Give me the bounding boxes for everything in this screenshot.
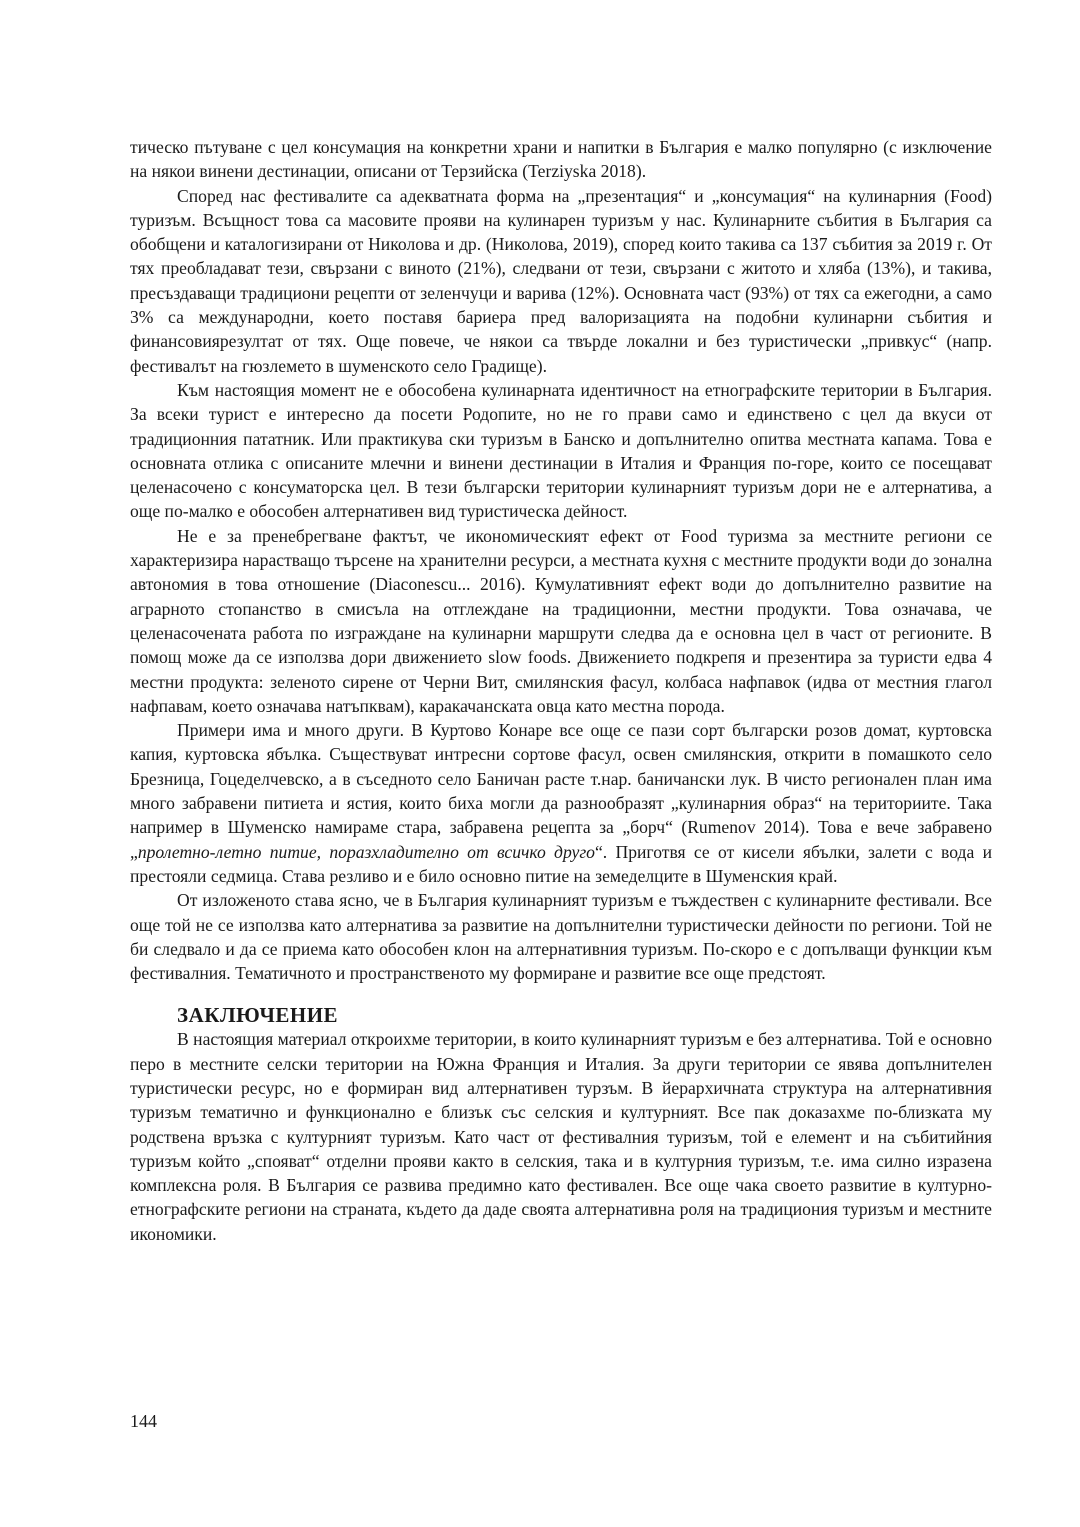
examples-text-start: Примери има и много други. В Куртово Конаре все още се пази сорт български розов домат, куртовска капия, куртовска ябълка. Съществуват интресни сортове фасул, освен смилянския, открити в помашкото село Брезница, Гоцеделчевско, а в съседното село Баничан расте т.нар. баничански лук. В чисто регионален план има много забравени питиета и ястия, които биха могли да разнообразят „кулинарния образ“ на териториите. Така например в Шуменско намираме стара, забравена рецепта за „борч“ (Rumenov 2014). Това е вече забравено „ <box>130 720 992 862</box>
paragraph-culinary-identity: Към настоящия момент не е обособена кулинарната идентичност на етнографските територии в България. За всеки турист е интересно да посети Родопите, но не го прави само и единствено с цел да вкуси от традиционния пататник. Или практикува ски туризъм в Банско и допълнително опитва местната капама. Това е основната отлика с описаните млечни и винени дестинации в Италия и Франция по-горе, които се посещават целенасочено с консуматорска цел. В тези български територии кулинарният туризъм дори не е алтернатива, а още по-малко е обособен алтернативен вид туристическа дейност. <box>130 379 992 522</box>
paragraph-examples <box>130 718 992 888</box>
conclusion-heading: ЗАКЛЮЧЕНИЕ <box>177 1003 339 1028</box>
paragraph-conclusion: В настоящия материал откроихме територии, в които кулинарният туризъм е без алтернатива. Той е основно перо в местните селски територии на Южна Франция и Италия. За други територии се явява допълнителен туристически ресурс, но е формиран вид алтернативен турзъм. В йерархичната структура на алтернативния туризъм тематично и функционално е близък със селския и културният. Все пак доказахме по-близката му родствена връзка с културният туризъм. Като част от фестивалния туризъм, той е елемент и на събитийния туризъм който „спояват“ отделни прояви както в селския, така и в културния туризъм, т.е. има силно изразена комплексна роля. В България се развива предимно като фестивален. Все още чака своето развитие в културно-етнографските региони на страната, където да даде своята алтернативна роля на традициония туризъм и местните икономики. <box>130 1029 992 1244</box>
paragraph-economic-effect: Не е за пренебрегване фактът, че икономическият ефект от Food туризма за местните региони се характеризира нарастващо търсене на хранителни ресурси, а местната кухня с местните продукти води до зонална автономия в това отношение (Diaconescu... 2016). Кумулативният ефект води до допълнително развитие на аграрното стопанство в смисъла на отглеждане на традиционни, местни продукти. Това означава, че целенасочената работа по изграждане на кулинарни маршрути следва да е основна цел в част от регионите. В помощ може да се използва дори движението slow foods. Движението подкрепя и презентира за туристи едва 4 местни продукта: зеленото сирене от Черни Вит, смилянския фасул, колбаса нафпавок (идва от местния глагол нафпавам, което означава натъпквам), каракачанската овца като местна порода. <box>130 525 992 716</box>
paragraph-festivals: Според нас фестивалите са адекватната форма на „презентация“ и „консумация“ на кулинарния (Food) туризъм. Всъщност това са масовите прояви на кулинарен туризъм у нас. Кулинарните събития в България са обобщени и каталогизирани от Николова и др. (Николова, 2019), според които такива са 137 събития за 2019 г. От тях преобладават тези, свързани с виното (21%), следвани от тези, свързани с житото и хляба (13%), и такива, пресъздаващи традициони рецепти от зеленчуци и варива (12%). Основната част (93%) от тях са ежегодни, а само 3% са международни, което поставя бариера пред валоризацията на подобни кулинарни събития и финансовиярезултат от тях. Още повече, че някои са твърде локални и без туристически „привкус“ (напр. фестивалът на гюзлемето в шуменското село Градище). <box>130 185 992 376</box>
paragraph-summary: От изложеното става ясно, че в България кулинарният туризъм е тъждествен с кулинарните фестивали. Все още той не се използва като алтернатива за развитие на допълнителни туристически дейности по региони. Той не би следвало и да се приема като обособен клон на алтернативния туризъм. По-скоро е с допълващи функции към фестивалния. Тематичното и пространственото му формиране и развитие все още предстоят. <box>130 890 992 984</box>
paragraph-continuation: тическо пътуване с цел консумация на конкретни храни и напитки в България е малко популярно (с изключение на някои винени дестинации, описани от Терзийска (Terziyska 2018). <box>130 137 992 182</box>
page-number: 144 <box>130 1411 157 1431</box>
examples-text-end: “. Приготвя се от кисели ябълки, залети с вода и престояли седмица. Става резливо и е било основно питие на земеделците в Шуменския край. <box>130 841 993 886</box>
page-body <box>130 135 992 1246</box>
examples-quote-italic: пролетно-летно питие, поразхладително от всичко друго <box>137 841 595 862</box>
